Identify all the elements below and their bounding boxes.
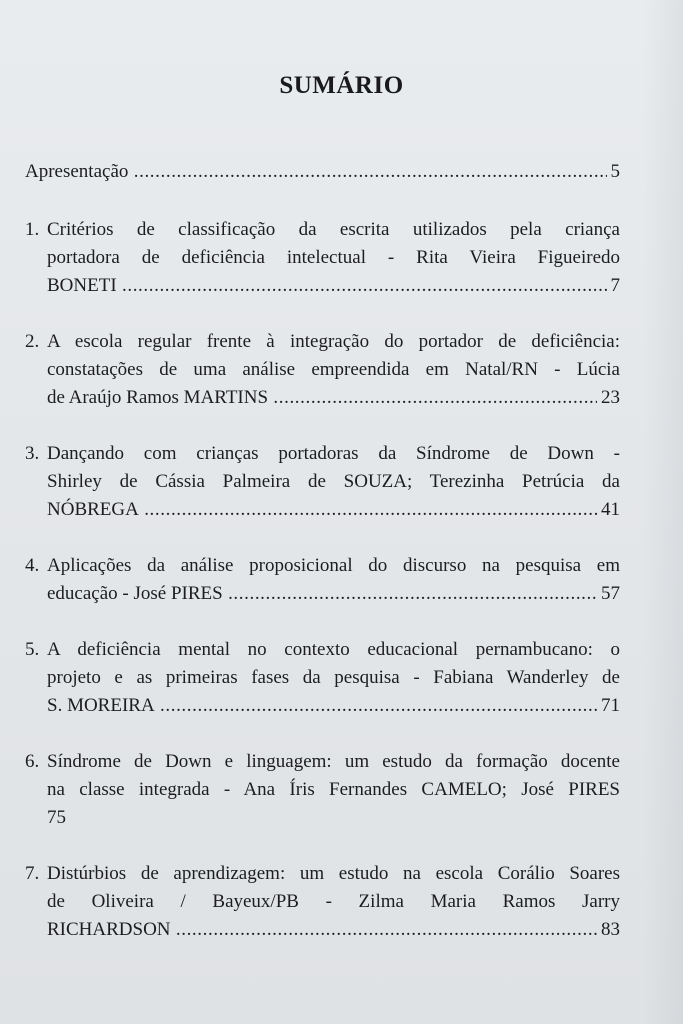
toc-entry-title-line: Dançando com crianças portadoras da Síndrome de Down - xyxy=(47,443,620,464)
page-shadow xyxy=(643,0,683,1024)
toc-entry-line xyxy=(25,158,620,186)
toc-entry-title-line: Síndrome de Down e linguagem: um estudo da formação docente xyxy=(47,751,620,772)
toc-entry-line xyxy=(47,384,620,412)
toc-entry-2 xyxy=(25,328,620,412)
toc-entry-3 xyxy=(25,440,620,524)
toc-page-number: 41 xyxy=(601,499,620,520)
toc-entry-line xyxy=(47,272,620,300)
toc-entry-title xyxy=(47,216,620,272)
toc-entry-title-line: Shirley de Cássia Palmeira de SOUZA; Terezinha Petrúcia da xyxy=(47,471,620,492)
toc-entry-7 xyxy=(25,860,620,944)
toc-entry-line xyxy=(47,692,620,720)
toc-entry-number: 1. xyxy=(25,219,40,240)
toc-entry-label: Apresentação ..... xyxy=(25,158,607,186)
toc-entry-number: 2. xyxy=(25,331,40,352)
toc-page-number: 23 xyxy=(601,387,620,408)
toc-entry-author: de Araújo Ramos MARTINS ..... xyxy=(47,384,597,412)
toc-entry-title-line: projeto e as primeiras fases da pesquisa - Fabiana Wanderley de xyxy=(47,667,620,688)
toc-entry-line xyxy=(47,916,620,944)
toc-page-number: 71 xyxy=(601,695,620,716)
toc-entry-author: S. MOREIRA ..... xyxy=(47,692,597,720)
toc-entry-title xyxy=(47,440,620,496)
table-of-contents xyxy=(25,158,620,972)
toc-entry-apresentacao xyxy=(25,158,620,186)
toc-entry-number: 4. xyxy=(25,555,40,576)
page-title: SUMÁRIO xyxy=(279,72,404,99)
toc-entry-title xyxy=(47,328,620,384)
toc-entry-title xyxy=(47,860,620,916)
toc-entry-line xyxy=(47,496,620,524)
toc-entry-number: 7. xyxy=(25,863,40,884)
toc-page-number: 7 xyxy=(610,275,620,296)
toc-entry-6 xyxy=(25,748,620,832)
toc-entry-title-line: de Oliveira / Bayeux/PB - Zilma Maria Ramos Jarry xyxy=(47,891,620,912)
toc-entry-1 xyxy=(25,216,620,300)
toc-entry-4 xyxy=(25,552,620,608)
toc-entry-title-line: portadora de deficiência intelectual - Rita Vieira Figueiredo xyxy=(47,247,620,268)
toc-page-number: 5 xyxy=(610,161,620,182)
toc-entry-title-line: A escola regular frente à integração do portador de deficiência: xyxy=(47,331,620,352)
toc-entry-title-line: na classe integrada - Ana Íris Fernandes CAMELO; José PIRES xyxy=(47,779,620,800)
toc-entry-title-line: Critérios de classificação da escrita utilizados pela criança xyxy=(47,219,620,240)
toc-entry-title-line: constatações de uma análise empreendida em Natal/RN - Lúcia xyxy=(47,359,620,380)
toc-entry-5 xyxy=(25,636,620,720)
toc-page-number: 57 xyxy=(601,583,620,604)
toc-entry-number: 6. xyxy=(25,751,40,772)
toc-entry-title xyxy=(47,636,620,692)
toc-entry-author: NÓBREGA ..... xyxy=(47,496,597,524)
toc-entry-title-line: A deficiência mental no contexto educacional pernambucano: o xyxy=(47,639,620,660)
toc-page-number: 83 xyxy=(601,919,620,940)
toc-entry-title xyxy=(47,748,620,804)
toc-entry-author: educação - José PIRES ..... xyxy=(47,580,597,608)
toc-entry-line xyxy=(47,580,620,608)
toc-page-number: 75 xyxy=(47,807,66,828)
toc-entry-number: 5. xyxy=(25,639,40,660)
toc-entry-title-line: Aplicações da análise proposicional do discurso na pesquisa em xyxy=(47,555,620,576)
toc-entry-number: 3. xyxy=(25,443,40,464)
toc-entry-author: BONETI ..... xyxy=(47,272,607,300)
toc-entry-author: RICHARDSON ..... xyxy=(47,916,597,944)
toc-entry-title-line: Distúrbios de aprendizagem: um estudo na escola Corálio Soares xyxy=(47,863,620,884)
toc-entry-title xyxy=(47,552,620,580)
